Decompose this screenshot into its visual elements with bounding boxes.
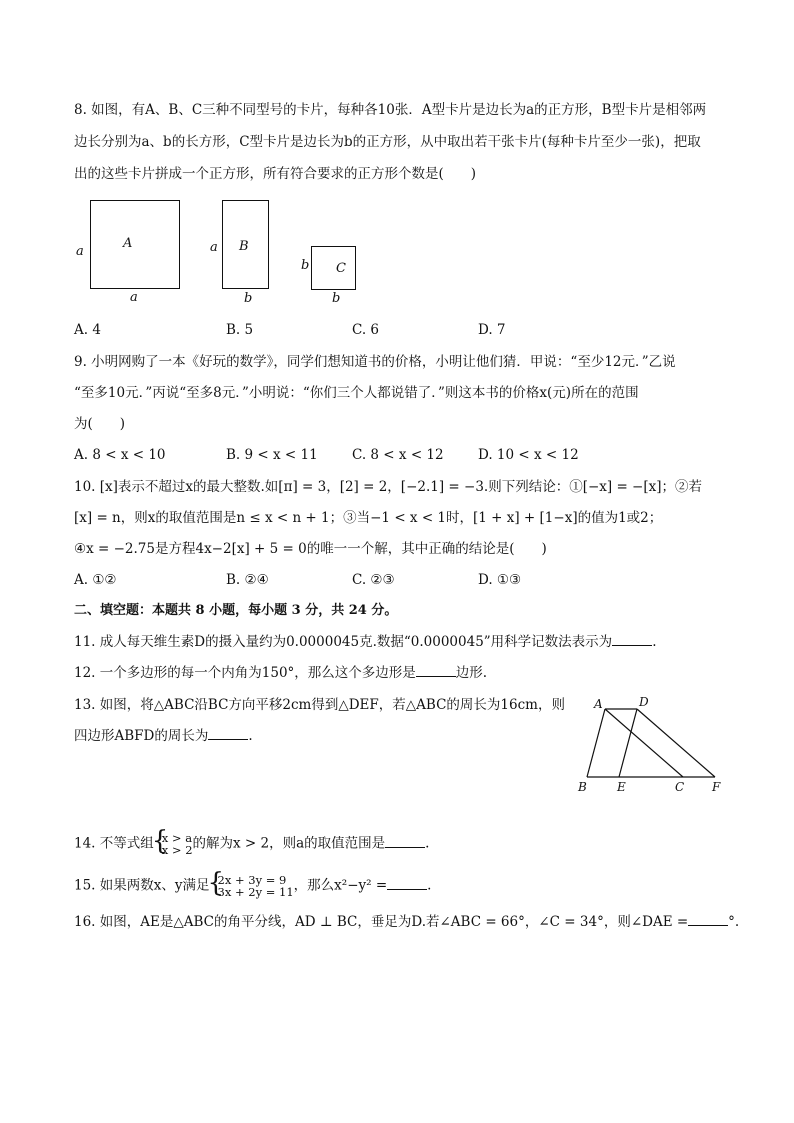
q10-line-1: 10. [x]表示不超过x的最大整数.如[π] = 3，[2] = 2，[−2.1] = −3.则下列结论：①[−x] = −[x]；②若 bbox=[74, 479, 703, 495]
q15 bbox=[74, 874, 431, 898]
q11-text: 11. 成人每天维生素D的摄入量约为0.0000045克.数据“0.0000045”用科学记数法表示为 bbox=[74, 634, 613, 650]
q14 bbox=[74, 832, 429, 856]
q9-option-b[interactable]: B. 9 < x < 11 bbox=[226, 447, 318, 463]
q13-translation-figure bbox=[575, 692, 735, 797]
q11-end: . bbox=[652, 634, 657, 650]
q11 bbox=[74, 632, 656, 652]
q13-answer-blank[interactable] bbox=[208, 726, 248, 740]
q14-end: . bbox=[425, 835, 430, 852]
q12-end: 边形. bbox=[455, 665, 488, 681]
q15-end: . bbox=[427, 877, 432, 894]
point-a-label: A bbox=[594, 697, 603, 711]
card-a bbox=[90, 200, 180, 289]
card-a-side-bottom: a bbox=[130, 290, 138, 305]
q9-option-c[interactable]: C. 8 < x < 12 bbox=[352, 447, 444, 463]
q14-prefix: 14. 不等式组 bbox=[74, 835, 154, 852]
point-e-label: E bbox=[617, 780, 626, 794]
q10-option-d[interactable]: D. ①③ bbox=[478, 572, 522, 588]
q14-suffix: 的解为x > 2，则a的取值范围是 bbox=[192, 835, 386, 852]
q14-ineq-2: x > 2 bbox=[161, 843, 193, 857]
point-b-label: B bbox=[578, 780, 587, 794]
q9-line-1: 9. 小明网购了一本《好玩的数学》，同学们想知道书的价格，小明让他们猜．甲说：“至少12元．”乙说 bbox=[74, 354, 676, 370]
q11-answer-blank[interactable] bbox=[612, 632, 652, 646]
q13-line-1: 13. 如图，将△ABC沿BC方向平移2cm得到△DEF，若△ABC的周长为16cm，则 bbox=[74, 697, 565, 713]
q16-end: °. bbox=[728, 914, 740, 930]
point-c-label: C bbox=[675, 780, 685, 794]
q8-line-2: 边长分别为a、b的长方形，C型卡片是边长为b的正方形，从中取出若干张卡片(每种卡片至少一张)，把取 bbox=[74, 134, 701, 150]
q14-inequality-system bbox=[154, 832, 193, 856]
q12-text: 12. 一个多边形的每一个内角为150°，那么这个多边形是 bbox=[74, 665, 416, 681]
q15-equation-system bbox=[210, 874, 294, 898]
q9-line-3: 为( ) bbox=[74, 416, 126, 432]
point-f-label: F bbox=[712, 780, 721, 794]
q14-answer-blank[interactable] bbox=[385, 834, 425, 848]
q15-suffix: ，那么x²−y² = bbox=[293, 877, 388, 894]
q13-end: . bbox=[248, 728, 253, 744]
q15-prefix: 15. 如果两数x、y满足 bbox=[74, 877, 210, 894]
card-a-label: A bbox=[123, 236, 133, 251]
q10-option-a[interactable]: A. ①② bbox=[74, 572, 117, 588]
segment-ab bbox=[587, 709, 605, 777]
q10-option-c[interactable]: C. ②③ bbox=[352, 572, 395, 588]
card-b-side-left: a bbox=[210, 240, 218, 255]
q13-text: 四边形ABFD的周长为 bbox=[74, 728, 209, 744]
q14-ineq-1: { x > a bbox=[161, 831, 193, 845]
q9-option-a[interactable]: A. 8 < x < 10 bbox=[74, 447, 166, 463]
q15-answer-blank[interactable] bbox=[387, 876, 427, 890]
q16 bbox=[74, 912, 739, 932]
card-a-side-left: a bbox=[76, 244, 84, 259]
q9-option-d[interactable]: D. 10 < x < 12 bbox=[478, 447, 579, 463]
card-c bbox=[311, 246, 356, 290]
q8-line-1: 8. 如图，有A、B、C三种不同型号的卡片，每种各10张．A型卡片是边长为a的正方形，B型卡片是相邻两 bbox=[74, 102, 707, 118]
segment-ac bbox=[605, 709, 683, 777]
card-c-side-left: b bbox=[301, 258, 310, 273]
segment-de bbox=[619, 709, 637, 777]
q10-line-2: [x] = n，则x的取值范围是n ≤ x < n + 1；③当−1 < x < 1时，[1 + x] + [1−x]的值为1或2； bbox=[74, 510, 663, 526]
card-b-label: B bbox=[239, 239, 249, 254]
q16-answer-blank[interactable] bbox=[688, 912, 728, 926]
q8-option-c[interactable]: C. 6 bbox=[352, 322, 380, 338]
card-c-label: C bbox=[336, 261, 346, 276]
section-heading: 二、填空题：本题共 8 小题，每小题 3 分，共 24 分。 bbox=[74, 603, 398, 618]
q13-line-2 bbox=[74, 726, 253, 746]
q16-text: 16. 如图，AE是△ABC的角平分线，AD ⊥ BC，垂足为D.若∠ABC = 66°，∠C = 34°，则∠DAE = bbox=[74, 914, 689, 930]
point-d-label: D bbox=[639, 695, 649, 709]
q10-line-3: ④x = −2.75是方程4x−2[x] + 5 = 0的唯一一个解，其中正确的结论是( ) bbox=[74, 541, 547, 557]
q8-option-a[interactable]: A. 4 bbox=[74, 322, 101, 338]
q15-eq-2: 3x + 2y = 11 bbox=[217, 885, 294, 899]
q9-line-2: “至多10元．”丙说“至多8元．”小明说：“你们三个人都说错了．”则这本书的价格x(元)所在的范围 bbox=[74, 385, 639, 401]
q12 bbox=[74, 663, 487, 683]
q10-option-b[interactable]: B. ②④ bbox=[226, 572, 269, 588]
card-c-side-bottom: b bbox=[332, 291, 341, 306]
q8-option-b[interactable]: B. 5 bbox=[226, 322, 254, 338]
q8-line-3: 出的这些卡片拼成一个正方形，所有符合要求的正方形个数是( ) bbox=[74, 166, 477, 182]
card-b-side-bottom: b bbox=[244, 291, 253, 306]
q8-option-d[interactable]: D. 7 bbox=[478, 322, 506, 338]
segment-df bbox=[637, 709, 715, 777]
q15-eq-1: { 2x + 3y = 9 bbox=[217, 873, 287, 887]
q12-answer-blank[interactable] bbox=[416, 663, 456, 677]
